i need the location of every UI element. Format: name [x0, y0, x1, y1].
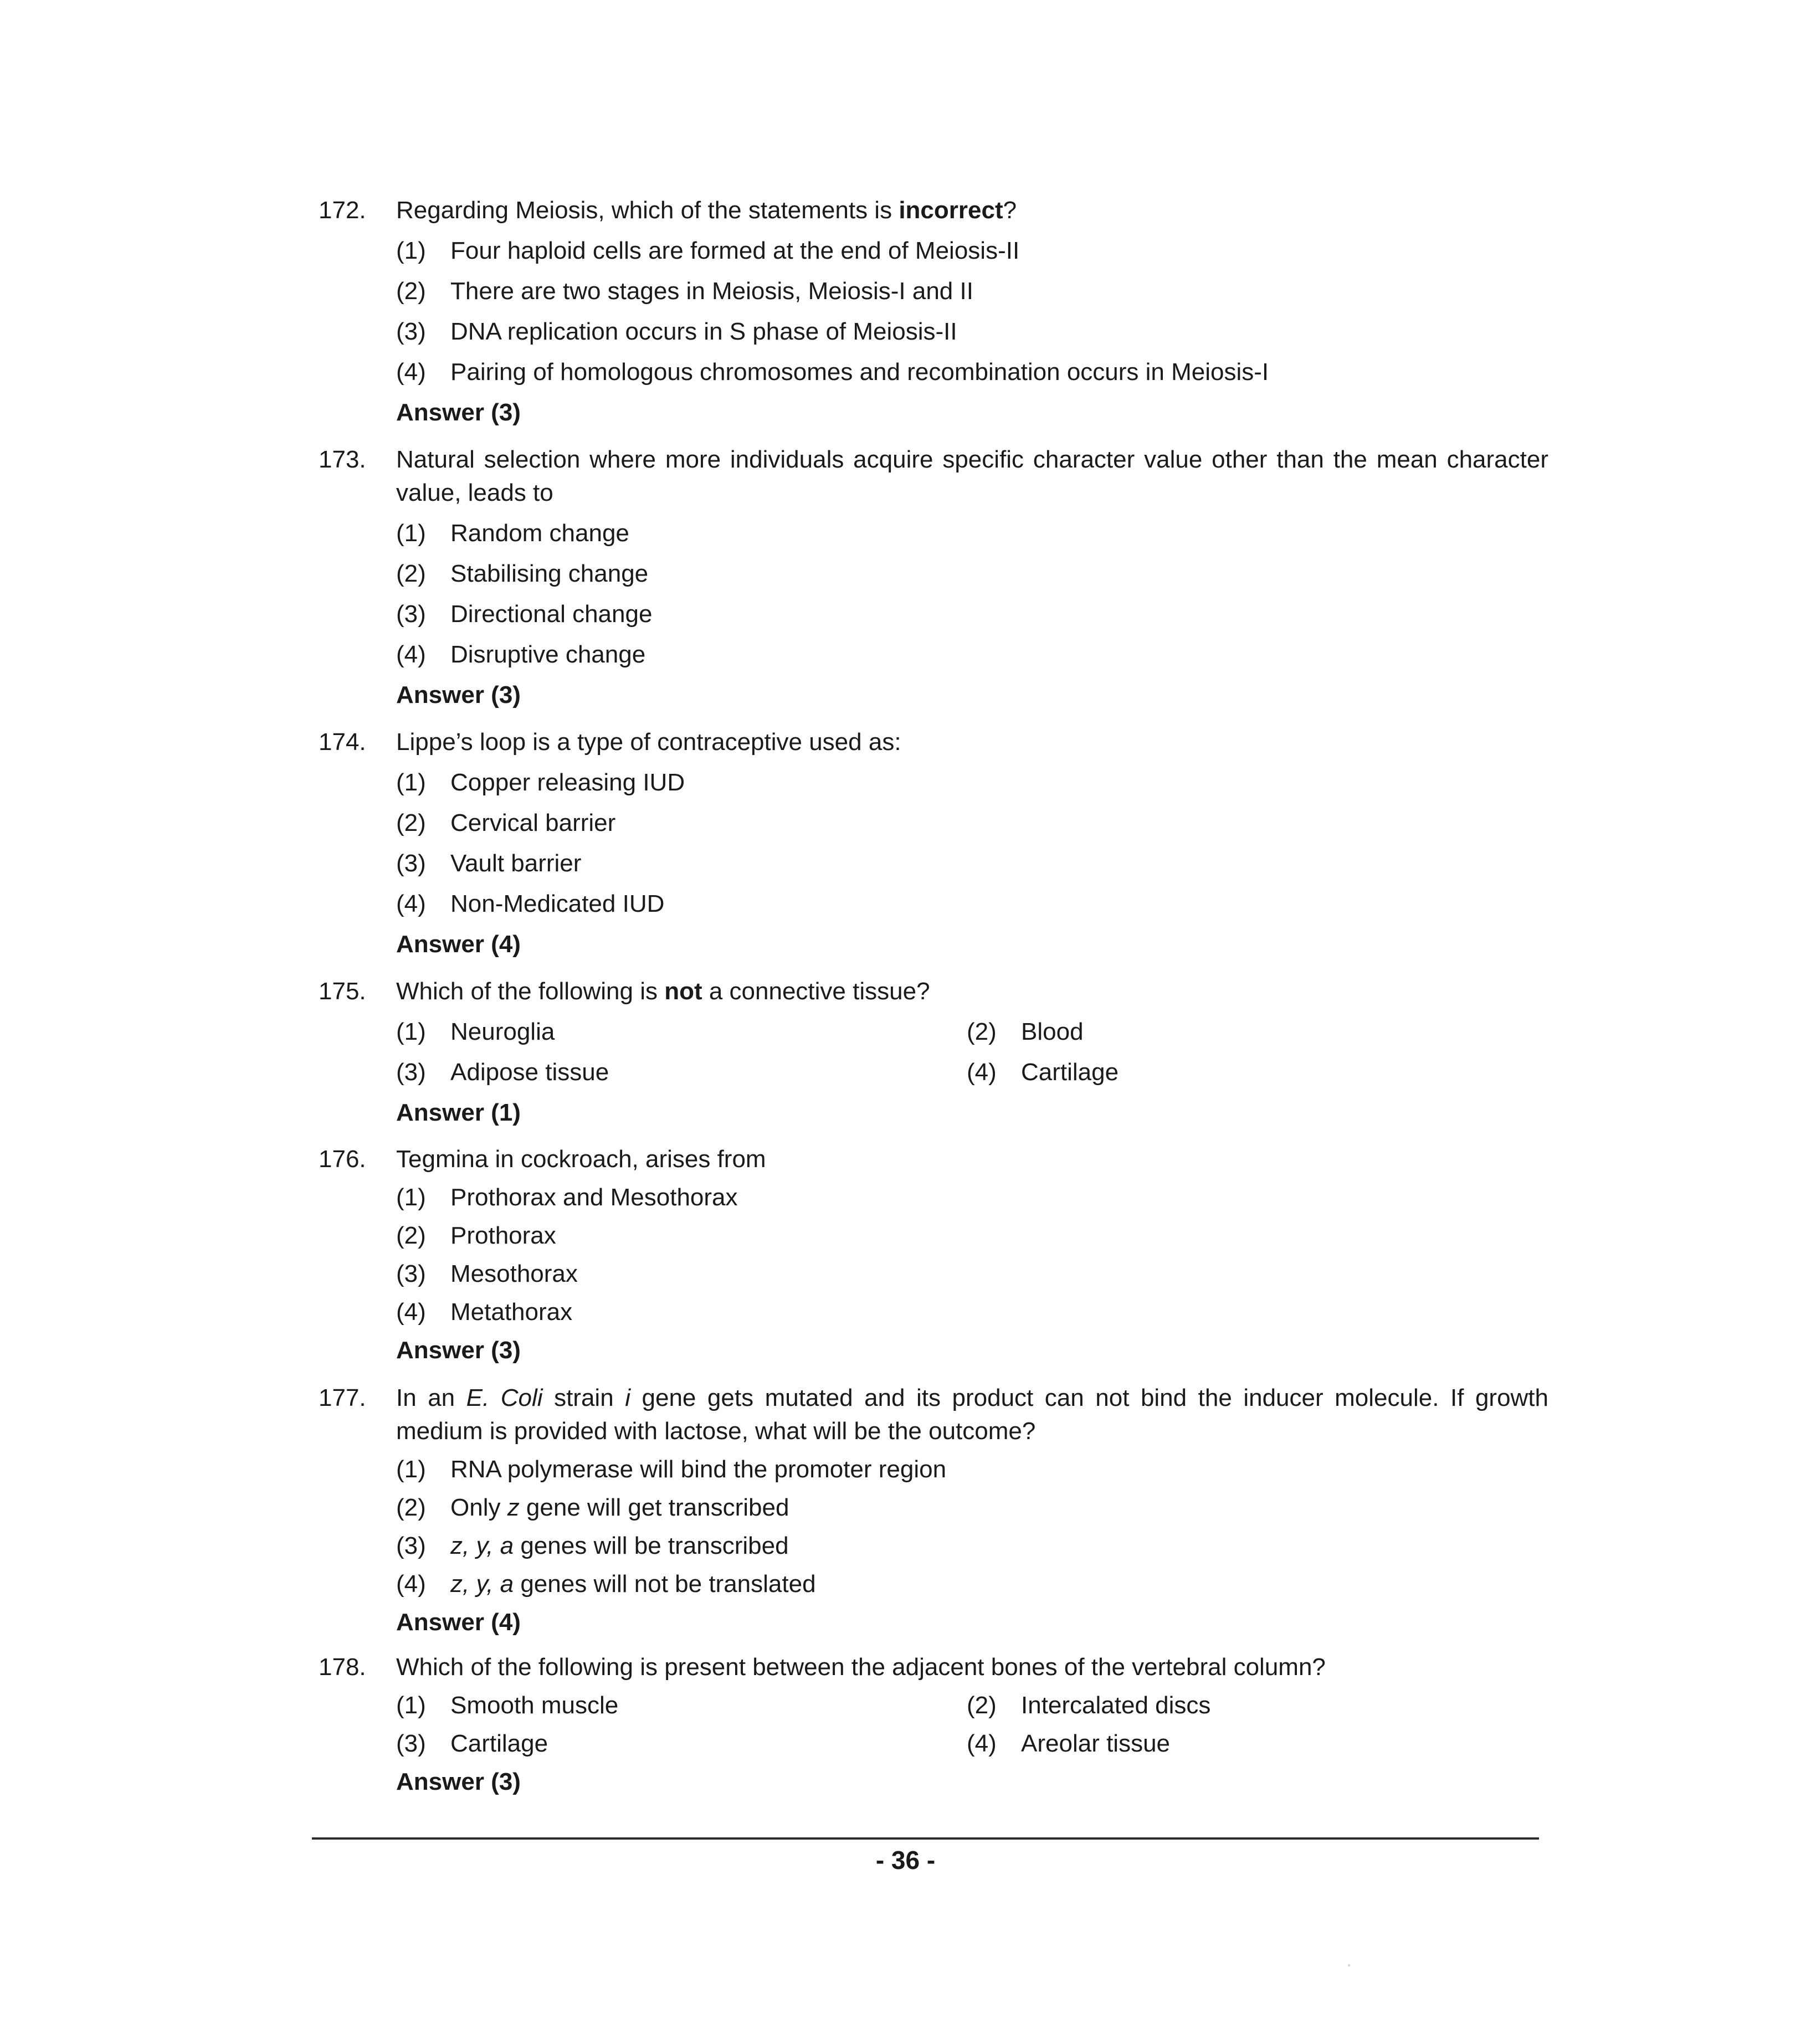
- option-4: (4) Cartilage: [967, 1059, 1119, 1086]
- page-number: - 36 -: [875, 1846, 936, 1874]
- question-text: In an E. Coli strain i gene gets mutated and its product can not bind the inducer molecule. If growth medium is provided with lactose, what will be the outcome?: [396, 1384, 1549, 1445]
- question-number: 176.: [319, 1146, 366, 1173]
- answer: Answer (3): [396, 399, 521, 426]
- question-177: [319, 1382, 1548, 1639]
- question-number: 177.: [319, 1384, 366, 1411]
- option-3: (3) Vault barrier: [396, 850, 582, 877]
- question-number: 174.: [319, 728, 366, 756]
- option-2: (2) Prothorax: [396, 1222, 556, 1249]
- option-1: (1) Prothorax and Mesothorax: [396, 1184, 738, 1211]
- question-text: Which of the following is present between the adjacent bones of the vertebral column?: [396, 1653, 1326, 1681]
- option-row: [396, 1689, 1548, 1722]
- option-row: [396, 1727, 1548, 1760]
- option-3: (3) Mesothorax: [396, 1260, 578, 1287]
- option-4: (4) Disruptive change: [396, 641, 646, 668]
- question-text: Regarding Meiosis, which of the statements is incorrect?: [396, 197, 1017, 224]
- answer: Answer (3): [396, 1768, 521, 1795]
- option-row: [396, 1015, 1548, 1049]
- question-174: [319, 726, 1548, 961]
- answer: Answer (4): [396, 1609, 521, 1636]
- option-3: (3) Directional change: [396, 600, 653, 628]
- option-2: (2) Intercalated discs: [967, 1692, 1211, 1719]
- option-4: (4) Non-Medicated IUD: [396, 890, 665, 917]
- option-1: (1) Smooth muscle: [396, 1692, 619, 1719]
- footer-divider: [312, 1837, 1539, 1840]
- answer: Answer (3): [396, 681, 521, 708]
- option-4: (4) z, y, a genes will not be translated: [396, 1570, 816, 1598]
- option-1: (1) Neuroglia: [396, 1018, 555, 1045]
- option-2: (2) Blood: [967, 1018, 1084, 1045]
- question-text: Which of the following is not a connective tissue?: [396, 978, 930, 1005]
- option-2: (2) Only z gene will get transcribed: [396, 1494, 789, 1521]
- option-3: (3) Adipose tissue: [396, 1059, 609, 1086]
- question-text: Lippe’s loop is a type of contraceptive used as:: [396, 728, 901, 756]
- question-175: [319, 975, 1548, 1129]
- option-4: (4) Pairing of homologous chromosomes and recombination occurs in Meiosis-I: [396, 358, 1269, 386]
- question-178: [319, 1651, 1548, 1799]
- option-3: (3) z, y, a genes will be transcribed: [396, 1532, 789, 1559]
- option-2: (2) There are two stages in Meiosis, Meiosis-I and II: [396, 278, 973, 305]
- option-2: (2) Stabilising change: [396, 560, 649, 587]
- answer: Answer (3): [396, 1337, 521, 1364]
- answer: Answer (4): [396, 931, 521, 958]
- option-1: (1) Copper releasing IUD: [396, 769, 685, 796]
- option-4: (4) Metathorax: [396, 1298, 573, 1326]
- question-number: 172.: [319, 197, 366, 224]
- option-1: (1) RNA polymerase will bind the promoter region: [396, 1456, 947, 1483]
- option-2: (2) Cervical barrier: [396, 809, 616, 836]
- scan-speck: [1348, 1964, 1350, 1966]
- question-text: Tegmina in cockroach, arises from: [396, 1146, 766, 1173]
- question-number: 175.: [319, 978, 366, 1005]
- question-172: [319, 194, 1548, 429]
- option-1: (1) Four haploid cells are formed at the end of Meiosis-II: [396, 237, 1020, 264]
- question-text: Natural selection where more individuals acquire specific character value other than the mean character value, leads to: [396, 446, 1548, 506]
- option-3: (3) Cartilage: [396, 1730, 548, 1757]
- question-number: 178.: [319, 1653, 366, 1681]
- question-173: [319, 443, 1548, 712]
- option-row: [396, 1056, 1548, 1089]
- option-1: (1) Random change: [396, 520, 629, 547]
- option-3: (3) DNA replication occurs in S phase of Meiosis-II: [396, 318, 957, 345]
- answer: Answer (1): [396, 1099, 521, 1126]
- option-4: (4) Areolar tissue: [967, 1730, 1171, 1757]
- question-176: [319, 1143, 1548, 1367]
- question-number: 173.: [319, 446, 366, 473]
